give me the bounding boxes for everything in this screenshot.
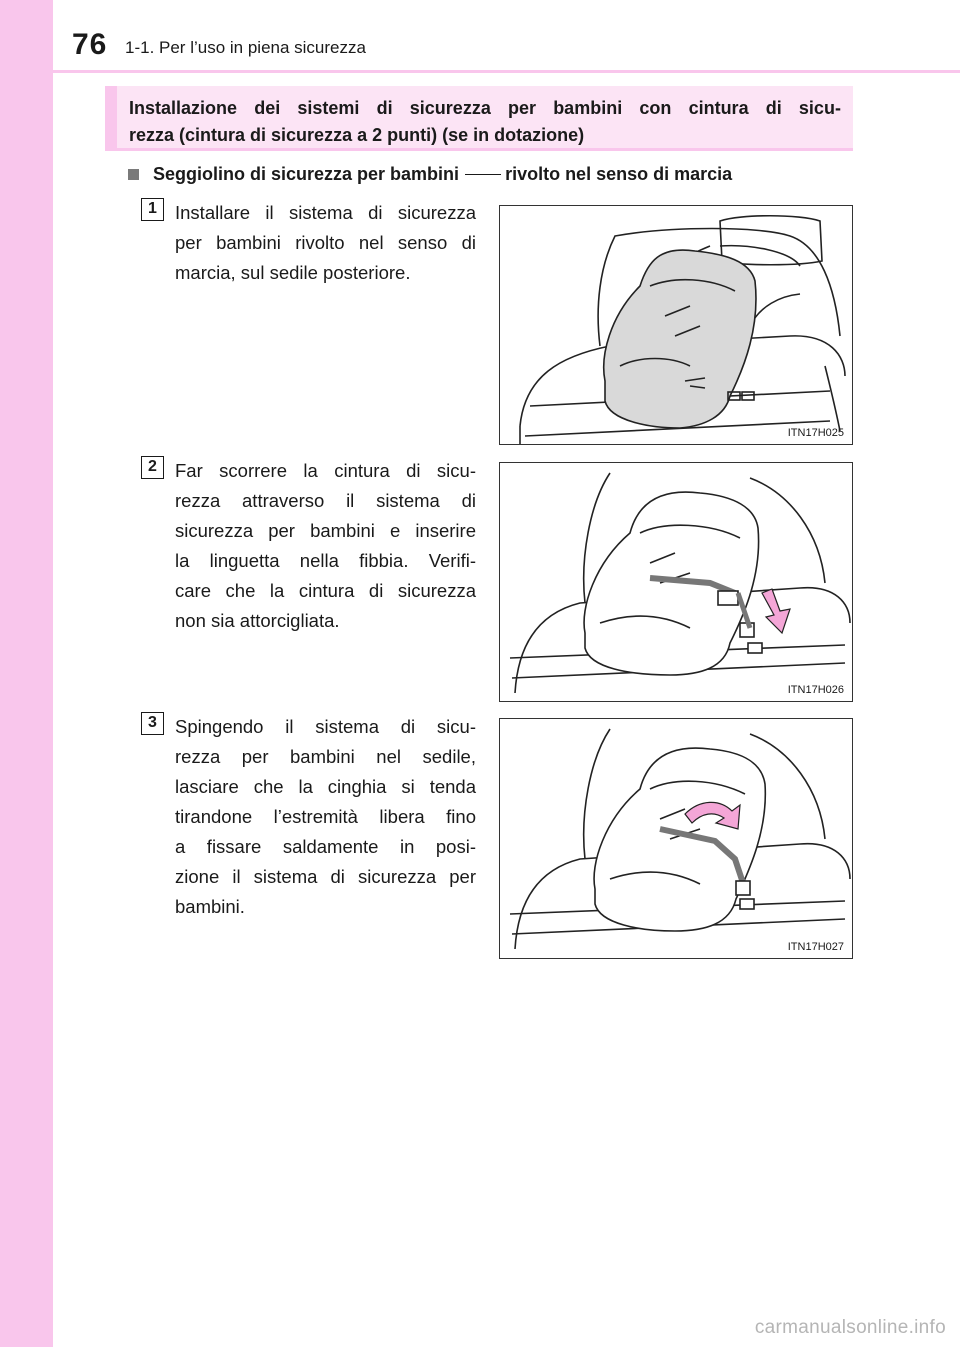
- section-title-word: sicu-: [798, 98, 841, 118]
- chapter-title: 1-1. Per l’uso in piena sicurezza: [125, 38, 366, 57]
- subheading: [128, 164, 732, 185]
- child-seat-placed-illustration: [500, 206, 853, 445]
- step-text-line: la linguetta nella fibbia. Verifi-: [175, 550, 476, 571]
- section-title-word: sicurezza: [409, 98, 491, 118]
- figure-step-2: [499, 462, 853, 702]
- step-text-line: Far scorrere la cintura di sicu-: [175, 460, 476, 481]
- step-text-line: per bambini rivolto nel senso di: [175, 232, 476, 253]
- header-divider: [53, 70, 960, 73]
- section-title-line2: rezza (cintura di sicurezza a 2 punti) (se in dotazione): [129, 125, 585, 145]
- section-title-word: Installazione: [129, 98, 238, 118]
- step-text-line: Installare il sistema di sicurezza: [175, 202, 476, 223]
- step-text-line: zione il sistema di sicurezza per: [175, 866, 476, 887]
- section-title-word: di: [376, 98, 393, 118]
- section-title-word: per: [508, 98, 537, 118]
- step-text-line: rezza attraverso il sistema di: [175, 490, 476, 511]
- subheading-part1: Seggiolino di sicurezza per bambini: [153, 164, 460, 184]
- step-text-line: tirandone l’estremità libera fino: [175, 806, 476, 827]
- step-number-3: 3: [141, 712, 164, 735]
- section-title-word: bambini: [553, 98, 623, 118]
- section-title-word: sistemi: [297, 98, 360, 118]
- step-text-line: bambini.: [175, 896, 245, 917]
- figure-code: ITN17H026: [787, 684, 844, 696]
- section-title-line1: [129, 95, 841, 122]
- step-1-text: [175, 198, 476, 288]
- figure-code: ITN17H027: [787, 941, 844, 953]
- step-3-text: [175, 712, 476, 922]
- child-seat-shape: [584, 492, 759, 675]
- page-number: 76: [72, 28, 108, 61]
- section-title-word: cintura: [688, 98, 749, 118]
- step-text-line: non sia attorcigliata.: [175, 610, 340, 631]
- step-text-line: rezza per bambini nel sedile,: [175, 746, 476, 767]
- square-bullet-icon: [128, 169, 139, 180]
- step-text-line: Spingendo il sistema di sicu-: [175, 716, 476, 737]
- step-text-line: care che la cintura di sicurezza: [175, 580, 476, 601]
- section-title-box: [105, 86, 853, 151]
- figure-code: ITN17H025: [787, 427, 844, 439]
- step-text-line: sicurezza per bambini e inserire: [175, 520, 476, 541]
- step-text-line: marcia, sul sedile posteriore.: [175, 262, 411, 283]
- child-seat-shape: [604, 250, 756, 428]
- section-title-word: con: [639, 98, 672, 118]
- step-2-text: [175, 456, 476, 636]
- step-text-line: lasciare che la cinghia si tenda: [175, 776, 476, 797]
- step-text-line: a fissare saldamente in posi-: [175, 836, 476, 857]
- side-tab-bar: [0, 0, 53, 1347]
- pink-down-arrow-icon: [762, 589, 790, 633]
- tighten-belt-illustration: [500, 719, 853, 959]
- figure-step-1: [499, 205, 853, 445]
- step-number-2: 2: [141, 456, 164, 479]
- watermark: carmanualsonline.info: [754, 1317, 946, 1338]
- step-number-1: 1: [141, 198, 164, 221]
- subheading-part2: rivolto nel senso di marcia: [505, 164, 733, 184]
- em-dash-icon: [465, 174, 501, 176]
- section-title-word: di: [765, 98, 782, 118]
- section-title-word: dei: [254, 98, 281, 118]
- seat-belt-routing-illustration: [500, 463, 853, 702]
- figure-step-3: [499, 718, 853, 959]
